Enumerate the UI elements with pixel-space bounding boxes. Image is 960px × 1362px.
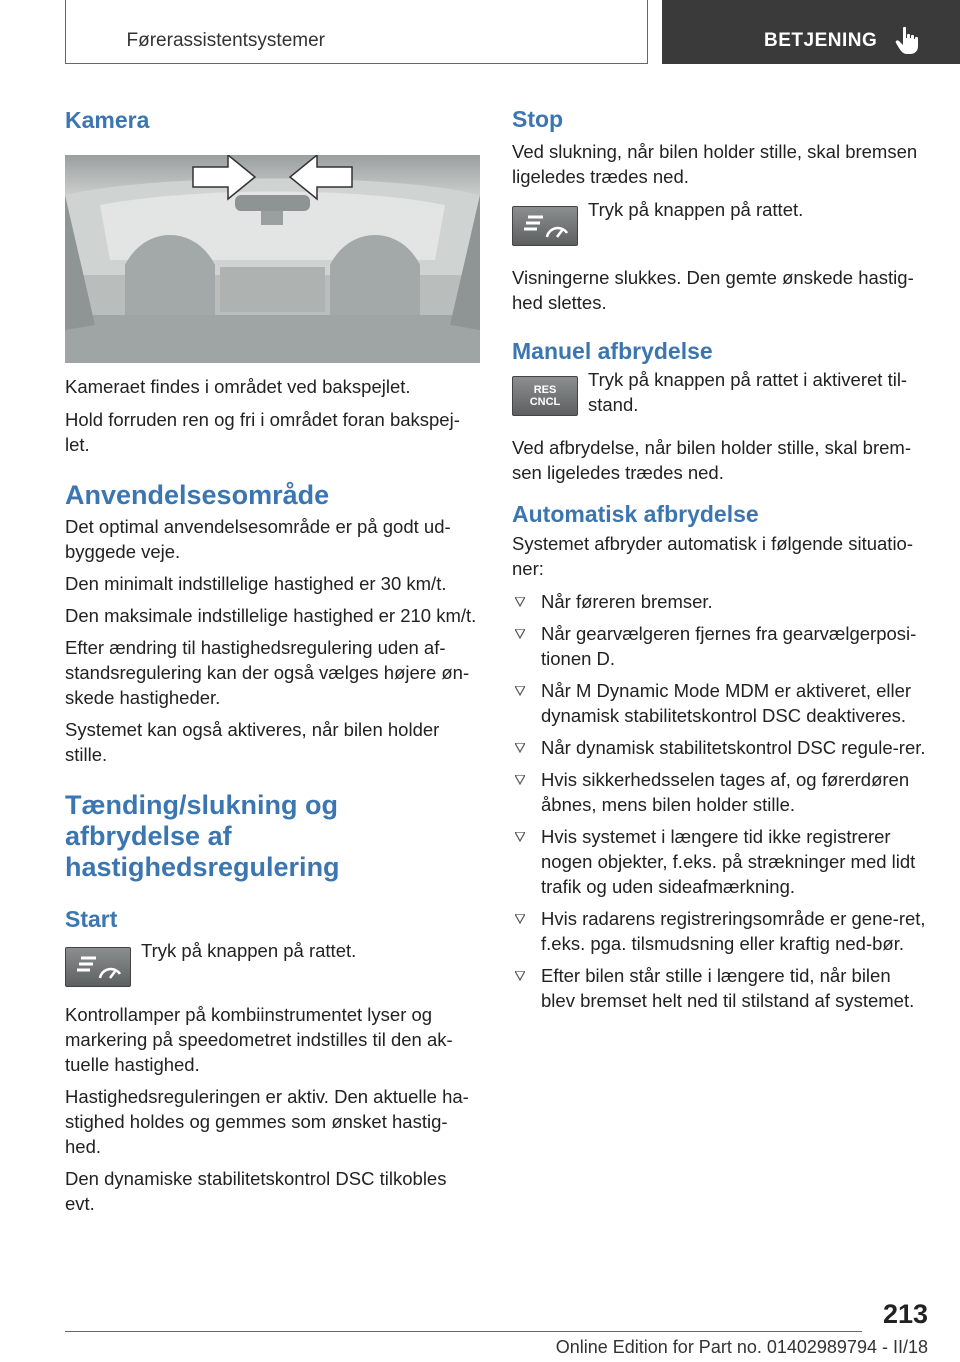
usage-heading: Anvendelsesområde: [65, 480, 330, 510]
footer-edition-text: Online Edition for Part no. 01402989794 - II/18: [555, 1337, 928, 1357]
list-item-text: Efter bilen står stille i længere tid, når bilen blev bremset helt ned til stilstand af systemet.: [541, 965, 915, 1011]
list-item-text: Når M Dynamic Mode MDM er aktiveret, eller dynamisk stabilitetskontrol DSC deaktiveres.: [541, 680, 912, 726]
page-number: 213: [882, 1299, 928, 1329]
auto-cancel-heading: Automatisk afbrydelse: [512, 501, 759, 527]
on-off-heading: Tænding/slukning og afbrydelse af hastighedsregulering: [65, 790, 340, 882]
header-chapter-tab[interactable]: [662, 0, 960, 64]
res-label: RES: [533, 384, 557, 396]
list-item-text: Når dynamisk stabilitetskontrol DSC regule-rer.: [541, 737, 926, 758]
auto-cancel-paragraph: Systemet afbryder automatisk i følgende situatio-ner:: [512, 533, 914, 579]
triangle-bullet-icon: [515, 775, 525, 785]
start-paragraph: Den dynamiske stabilitetskontrol DSC tilkobles evt.: [65, 1168, 447, 1214]
usage-paragraph: Den maksimale indstillelige hastighed er 210 km/t.: [65, 605, 477, 626]
res-cncl-button-icon: [512, 376, 578, 416]
camera-paragraph: Hold forruden ren og fri i området foran bakspej-let.: [65, 409, 460, 455]
usage-paragraph: Systemet kan også aktiveres, når bilen holder stille.: [65, 719, 440, 765]
list-item: [512, 621, 928, 671]
stop-instruction-row: [512, 197, 928, 257]
start-paragraph: Kontrollamper på kombiinstrumentet lyser og markering på speedometret indstilles til den ak-tuelle hastighed.: [65, 1004, 453, 1075]
footer-divider: [65, 1331, 862, 1332]
start-paragraph: Hastighedsreguleringen er aktiv. Den aktuelle ha-stighed holdes og gemmes som ønsket hastig-hed.: [65, 1086, 469, 1157]
stop-paragraph: Ved slukning, når bilen holder stille, skal bremsen ligeledes trædes ned.: [512, 141, 918, 187]
manual-cancel-instruction-text: Tryk på knappen på rattet i aktiveret til-stand.: [588, 369, 908, 415]
list-item: [512, 824, 928, 899]
stop-instruction-text: Tryk på knappen på rattet.: [588, 199, 804, 220]
res-cncl-label: [513, 384, 577, 408]
list-item-text: Hvis sikkerhedsselen tages af, og førerdøren åbnes, mens bilen holder stille.: [541, 769, 910, 815]
list-item-text: Når gearvælgeren fjernes fra gearvælgerposi-tionen D.: [541, 623, 917, 669]
list-item: [512, 963, 928, 1013]
triangle-bullet-icon: [515, 914, 525, 924]
triangle-bullet-icon: [515, 971, 525, 981]
cruise-control-button-icon: [65, 947, 131, 987]
start-instruction-text: Tryk på knappen på rattet.: [141, 940, 357, 961]
list-item-text: Hvis systemet i længere tid ikke registrerer nogen objekter, f.eks. på strækninger med lidt trafik og uden sideafmærkning.: [541, 826, 916, 897]
right-column: [512, 100, 928, 1013]
header-tab-label: BETJENING: [764, 30, 878, 51]
triangle-bullet-icon: [515, 686, 525, 696]
header-section-box: [65, 0, 648, 64]
usage-paragraph: Efter ændring til hastighedsregulering uden af-standsregulering kan der også vælges højere øn-skede hastigheder.: [65, 637, 470, 708]
cncl-label: CNCL: [529, 396, 561, 408]
camera-paragraph: Kameraet findes i området ved bakspejlet.: [65, 376, 411, 397]
triangle-bullet-icon: [515, 629, 525, 639]
camera-heading: Kamera: [65, 107, 150, 133]
start-instruction-row: [65, 938, 480, 998]
start-heading: Start: [65, 906, 118, 932]
list-item: [512, 906, 928, 956]
camera-location-illustration: [65, 155, 480, 363]
usage-paragraph: Det optimal anvendelsesområde er på godt ud-byggede veje.: [65, 516, 451, 562]
pointing-hand-icon: [895, 26, 921, 56]
list-item: [512, 735, 928, 760]
left-column: [65, 100, 480, 1216]
car-interior-illustration: [65, 155, 480, 363]
list-item: [512, 589, 928, 614]
list-item-text: Når føreren bremser.: [541, 591, 713, 612]
list-item: [512, 767, 928, 817]
stop-paragraph: Visningerne slukkes. Den gemte ønskede hastig-hed slettes.: [512, 267, 914, 313]
manual-cancel-instruction-row: [512, 367, 928, 427]
triangle-bullet-icon: [515, 743, 525, 753]
cruise-control-button-icon: [512, 206, 578, 246]
list-item: [512, 678, 928, 728]
triangle-bullet-icon: [515, 832, 525, 842]
list-item-text: Hvis radarens registreringsområde er gene-ret, f.eks. pga. tilsmudsning eller kraftig ned-bør.: [541, 908, 926, 954]
stop-heading: Stop: [512, 106, 564, 132]
header-section-title: Førerassistentsystemer: [126, 30, 325, 51]
speedometer-icon: [66, 948, 130, 986]
manual-cancel-heading: Manuel afbrydelse: [512, 338, 713, 364]
auto-cancel-list: [512, 589, 928, 1013]
speedometer-icon: [513, 207, 577, 245]
usage-paragraph: Den minimalt indstillelige hastighed er 30 km/t.: [65, 573, 447, 594]
triangle-bullet-icon: [515, 597, 525, 607]
manual-cancel-paragraph: Ved afbrydelse, når bilen holder stille, skal brem-sen ligeledes trædes ned.: [512, 437, 911, 483]
